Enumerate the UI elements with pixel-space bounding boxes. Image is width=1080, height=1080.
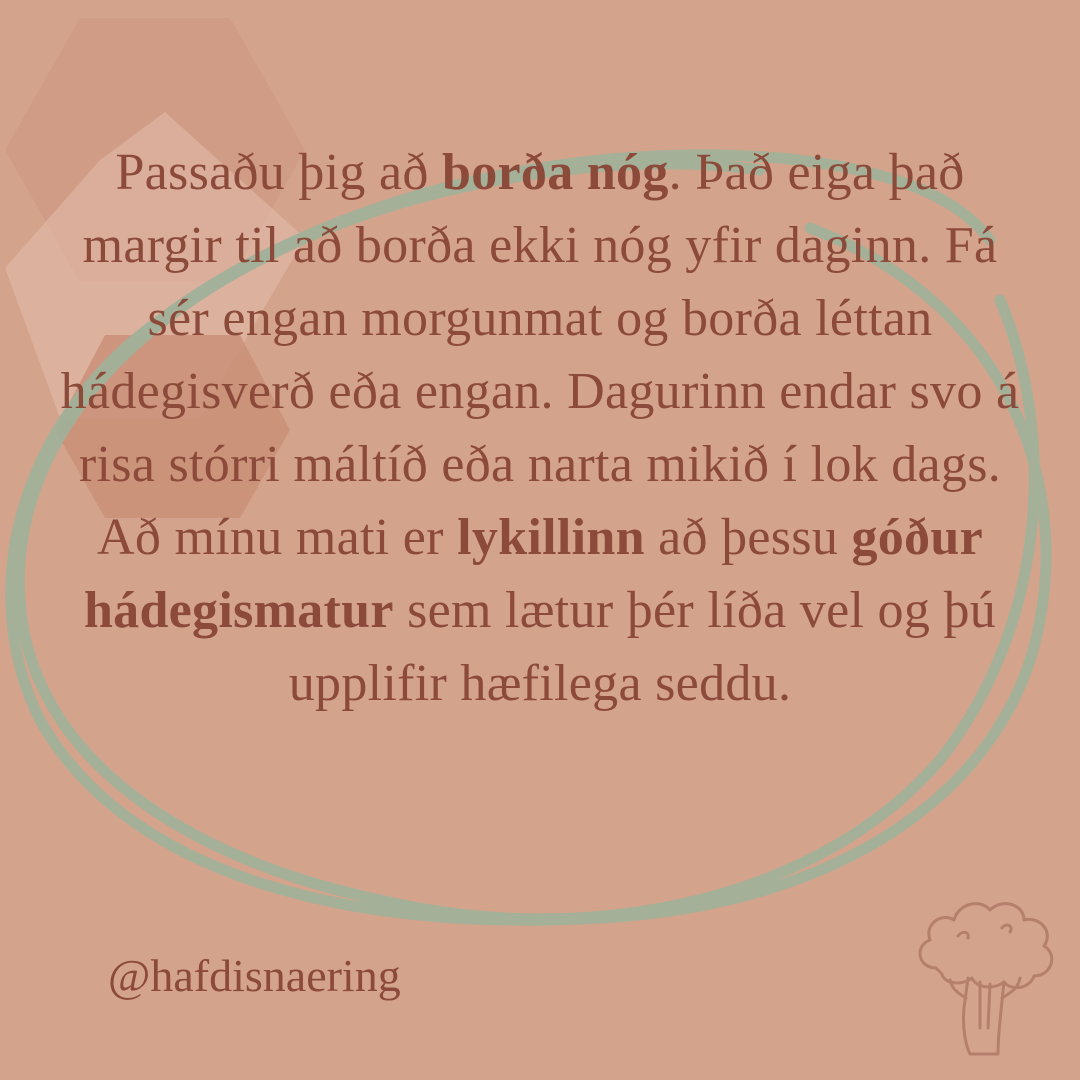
text-segment: . Það eiga það margir til að borða ekki nóg yfir daginn. Fá sér engan morgunmat og borða léttan hádegisverð eða engan. Dagurinn endar svo á risa stórri máltíð eða narta mikið í lok dags. Að mínu mati er xyxy=(60,144,1020,566)
text-segment: Passaðu þig að xyxy=(115,144,443,201)
text-segment: að þessu xyxy=(644,509,852,566)
post-body-text xyxy=(60,136,1020,720)
emphasis-godur-hadegismatur: góður hádegismatur xyxy=(83,509,983,639)
broccoli-icon xyxy=(906,888,1062,1058)
emphasis-lykillinn: lykillinn xyxy=(457,509,645,566)
emphasis-borda-nog: borða nóg xyxy=(442,144,669,201)
instagram-handle: @hafdisnaering xyxy=(108,950,401,1001)
text-segment: sem lætur þér líða vel og þú upplifir hæfilega seddu. xyxy=(288,582,997,712)
